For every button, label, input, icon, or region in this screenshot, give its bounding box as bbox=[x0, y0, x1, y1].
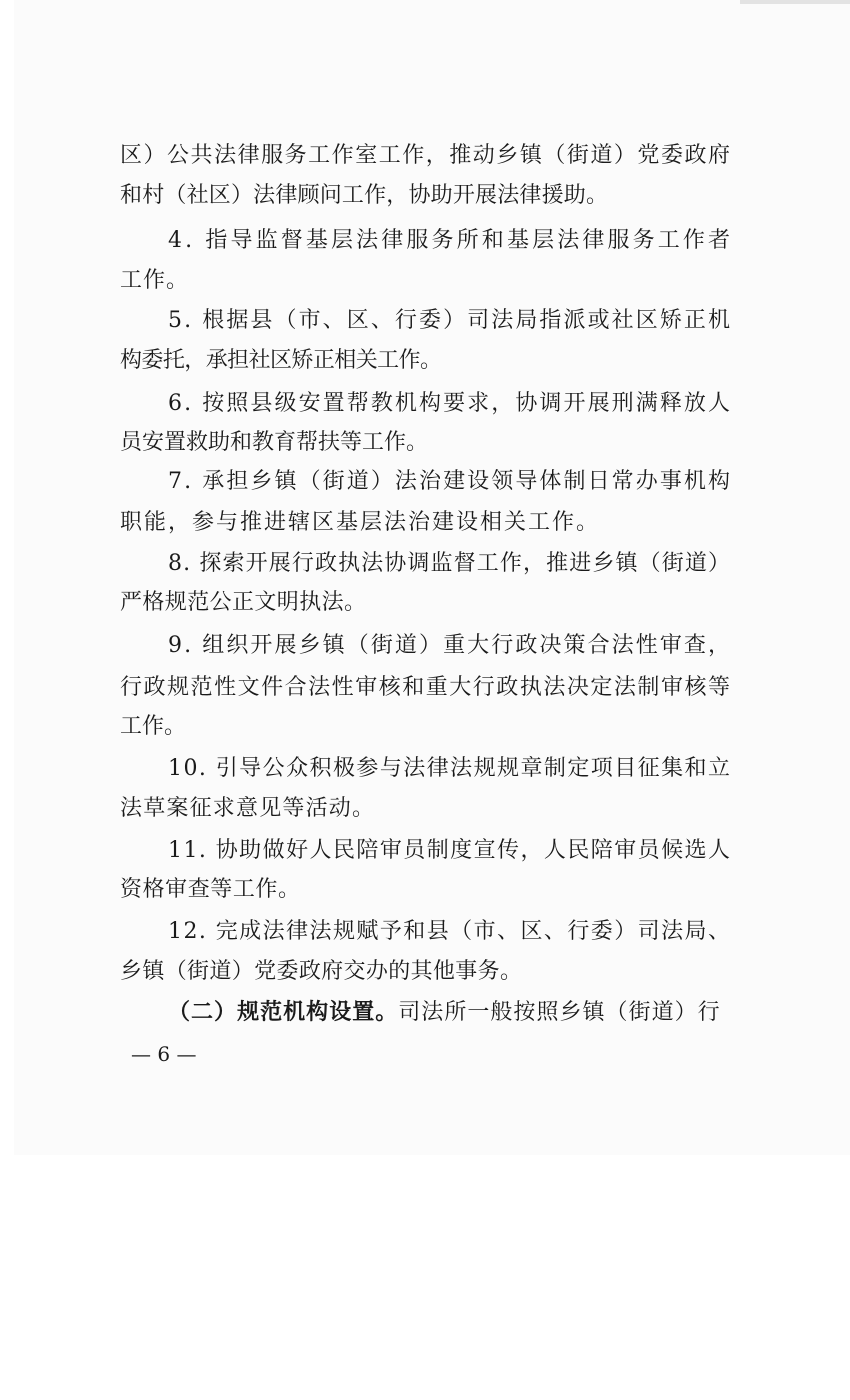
line-text: 资格审查等工作。 bbox=[120, 877, 301, 902]
line-text: 法草案征求意见等活动。 bbox=[120, 796, 376, 821]
page-number: — 6 — bbox=[131, 1042, 197, 1066]
section-heading-line bbox=[168, 997, 721, 1028]
line-text: 构委托，承担社区矫正相关工作。 bbox=[120, 348, 442, 373]
line-text: 工作。 bbox=[120, 714, 186, 739]
line-text: 区）公共法律服务工作室工作，推动乡镇（街道）党委政府 bbox=[120, 143, 732, 168]
line-text: 7. 承担乡镇（街道）法治建设领导体制日常办事机构 bbox=[168, 469, 733, 494]
section-heading: （二）规范机构设置。 bbox=[168, 999, 399, 1025]
line-text: 乡镇（街道）党委政府交办的其他事务。 bbox=[120, 959, 523, 984]
page-margin bbox=[0, 1155, 850, 1400]
line-text: 12. 完成法律法规赋予和县（市、区、行委）司法局、 bbox=[168, 919, 732, 944]
line-text: 行政规范性文件合法性审核和重大行政执法决定法制审核等 bbox=[120, 675, 732, 700]
line-text: 8. 探索开展行政执法协调监督工作，推进乡镇（街道） bbox=[168, 551, 732, 576]
line-text: 职能，参与推进辖区基层法治建设相关工作。 bbox=[120, 510, 600, 535]
line-text: 9. 组织开展乡镇（街道）重大行政决策合法性审查， bbox=[168, 633, 733, 658]
section-heading-rest: 司法所一般按照乡镇（街道）行 bbox=[398, 1000, 721, 1025]
line-text: 员安置救助和教育帮扶等工作。 bbox=[120, 430, 428, 455]
line-text: 工作。 bbox=[120, 268, 189, 293]
scan-edge-mark bbox=[740, 0, 850, 4]
line-text: 和村（社区）法律顾问工作，协助开展法律援助。 bbox=[120, 183, 609, 208]
line-text: 5. 根据县（市、区、行委）司法局指派或社区矫正机 bbox=[168, 308, 733, 333]
line-text: 4. 指导监督基层法律服务所和基层法律服务工作者 bbox=[168, 228, 734, 253]
line-text: 10. 引导公众积极参与法律法规规章制定项目征集和立 bbox=[168, 756, 732, 781]
line-text: 11. 协助做好人民陪审员制度宣传，人民陪审员候选人 bbox=[168, 838, 732, 863]
line-text: 严格规范公正文明执法。 bbox=[120, 590, 367, 615]
line-text: 6. 按照县级安置帮教机构要求，协调开展刑满释放人 bbox=[168, 391, 733, 416]
